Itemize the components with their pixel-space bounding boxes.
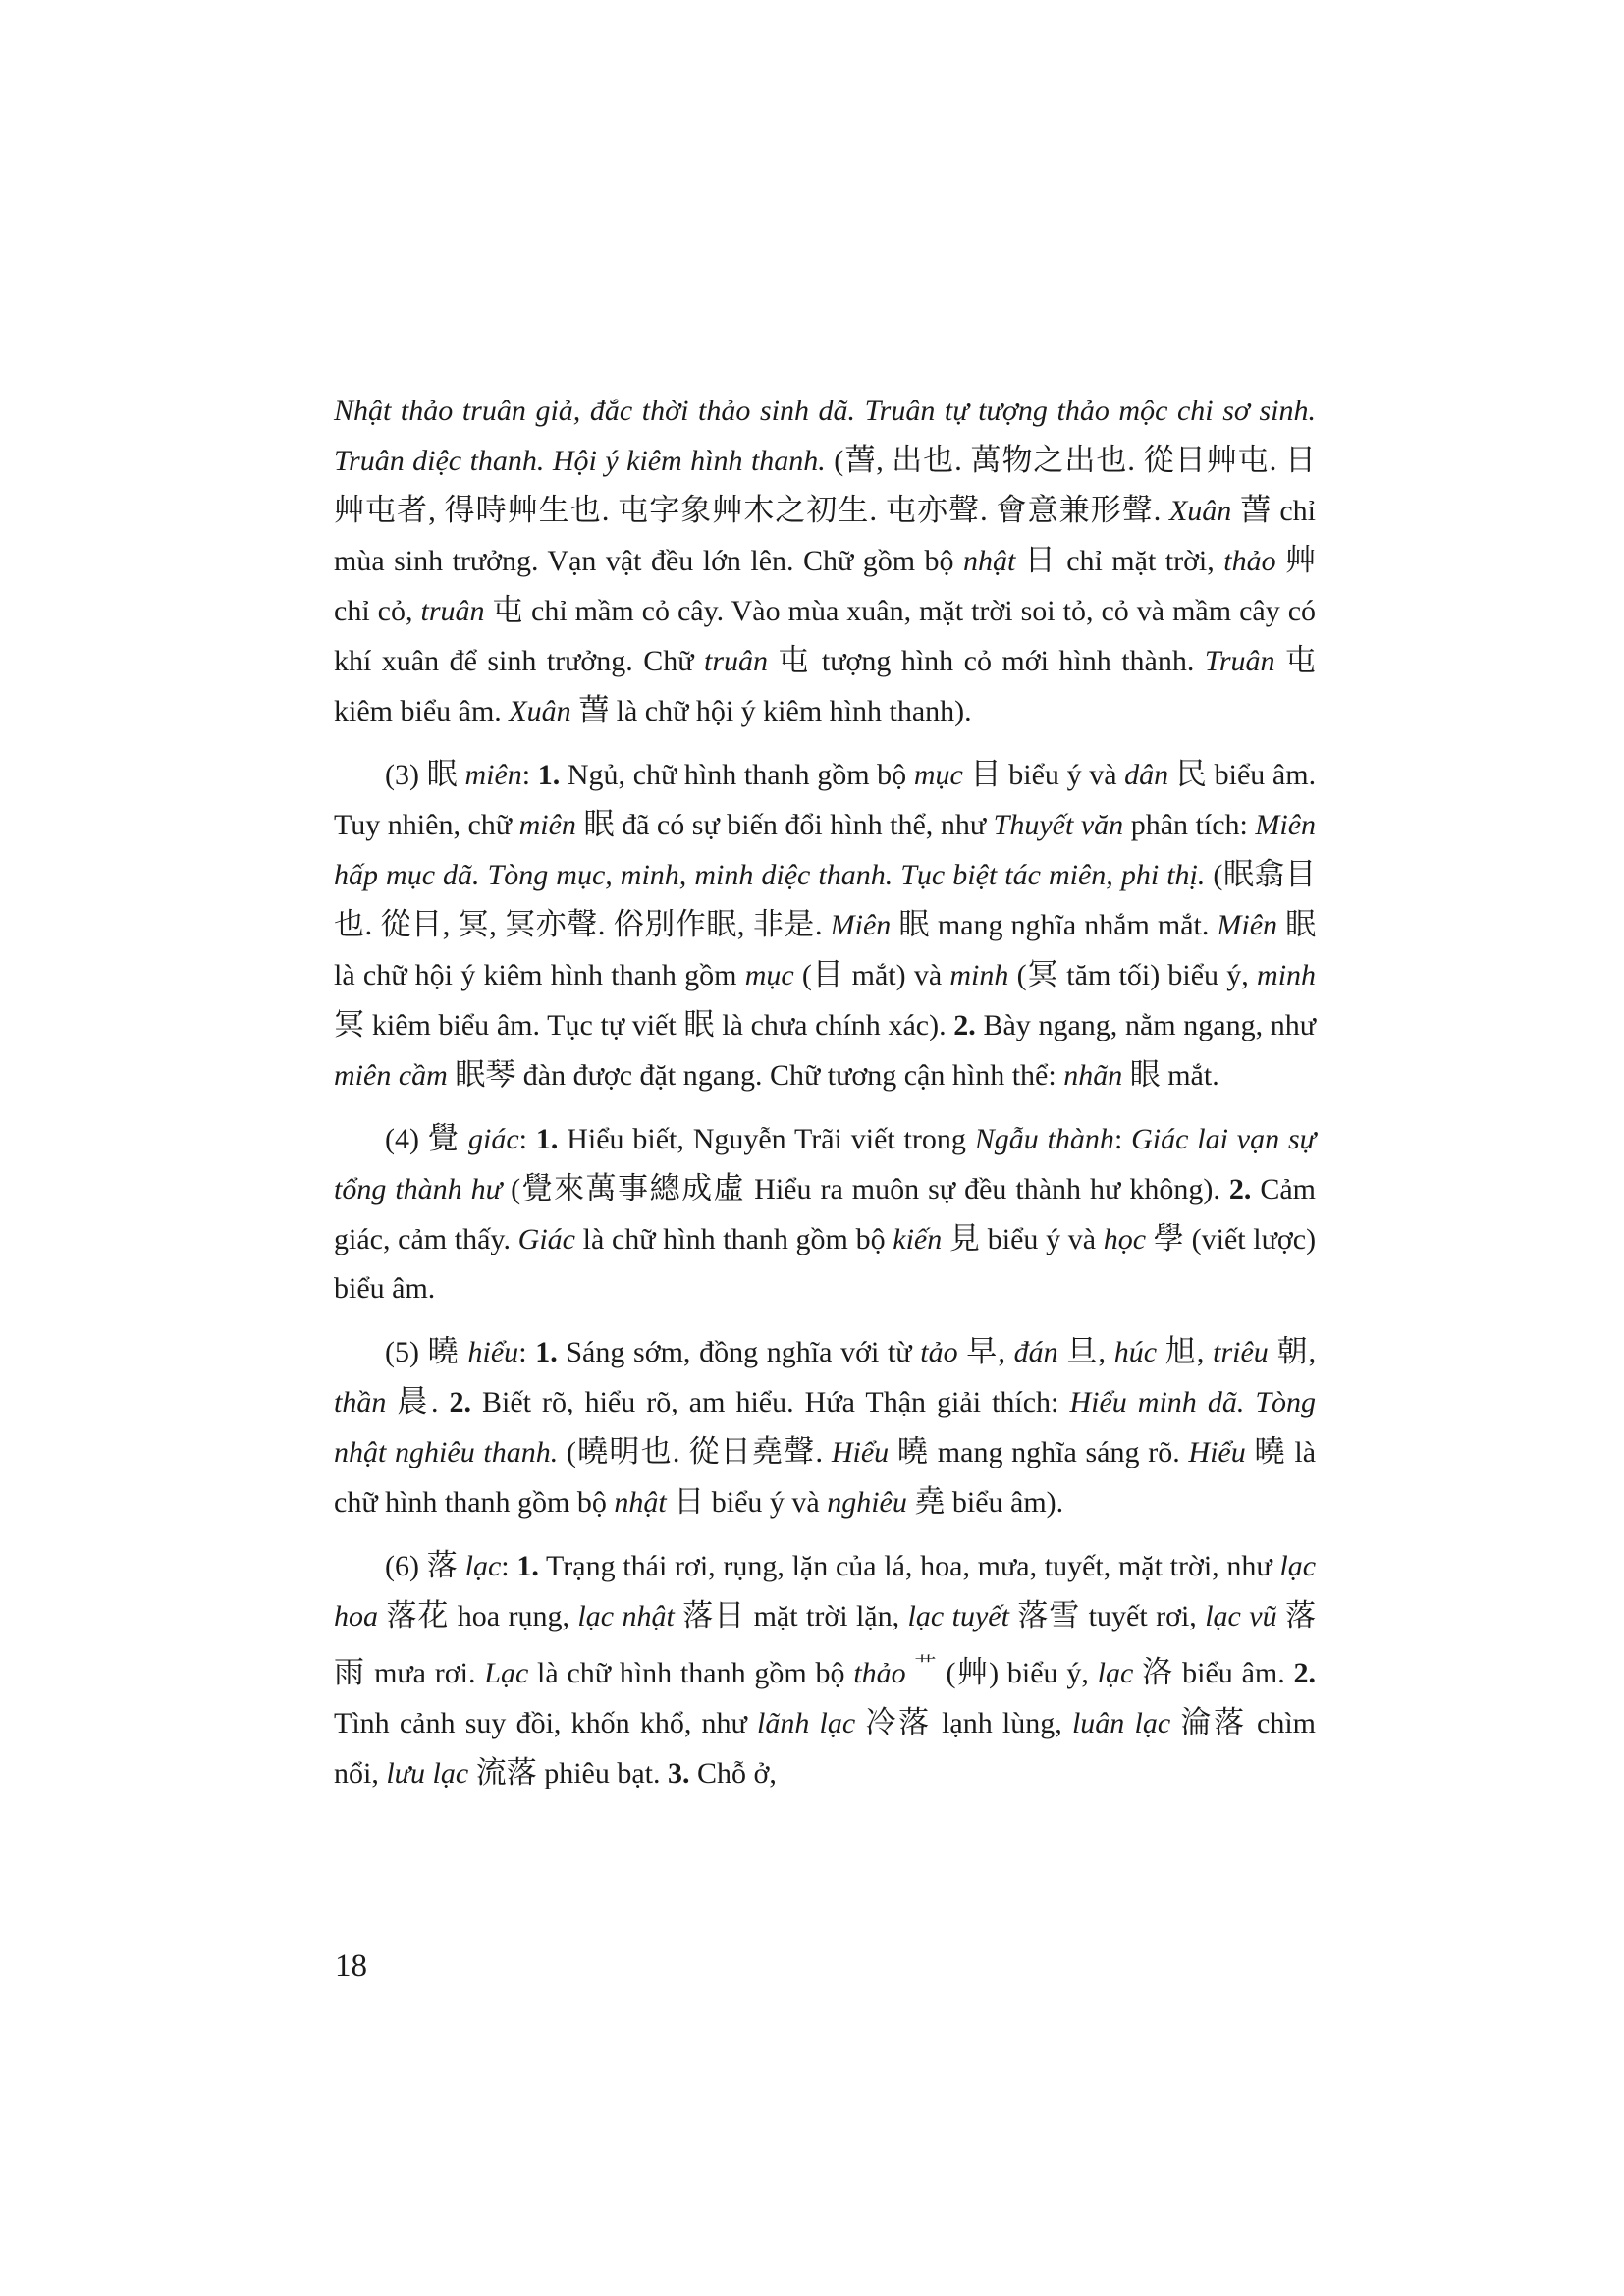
text-run: 1. xyxy=(535,1123,559,1155)
text-run: mắt) và xyxy=(843,959,950,991)
text-run: 眠 xyxy=(1285,907,1317,941)
text-run: 2. xyxy=(1228,1173,1252,1205)
text-run: mang nghĩa nhắm mắt. xyxy=(929,909,1218,941)
text-run: đán xyxy=(1013,1336,1058,1368)
text-run: 冥 xyxy=(334,1007,365,1041)
text-run xyxy=(1161,495,1169,527)
text-run: miên xyxy=(518,809,576,841)
text-run: 落雨 xyxy=(334,1598,1317,1689)
text-run: triêu xyxy=(1213,1336,1269,1368)
text-run xyxy=(1015,545,1024,577)
text-run xyxy=(571,695,579,727)
text-run: là chữ hình thanh gồm bộ xyxy=(528,1657,854,1689)
text-run: 1. xyxy=(535,1336,558,1368)
text-run: Thuyết văn xyxy=(993,809,1124,841)
text-run: 朝 xyxy=(1276,1334,1309,1368)
text-run xyxy=(460,1336,468,1368)
text-run: là chữ hội ý kiêm hình thanh gồm xyxy=(334,959,745,991)
text-run: 日 xyxy=(1024,543,1057,577)
text-run: biểu âm. Tuy nhiên, chữ xyxy=(334,759,1317,841)
text-run: , xyxy=(876,445,893,477)
text-run xyxy=(1277,1600,1285,1632)
text-run: đã có sự biến đổi hình thể, như xyxy=(614,809,994,841)
text-run: : xyxy=(501,1550,517,1582)
text-run: Hiểu xyxy=(1188,1436,1246,1468)
text-run: 萅 xyxy=(843,443,877,477)
text-run xyxy=(468,1757,476,1789)
text-run: lưu lạc xyxy=(386,1757,469,1789)
text-run: lạc xyxy=(464,1550,502,1582)
text-run: ( xyxy=(834,445,844,477)
text-run: Lạc xyxy=(484,1657,529,1689)
text-run: ( xyxy=(558,1436,576,1468)
text-run: Bày ngang, nằm ngang, như xyxy=(975,1009,1317,1041)
text-run xyxy=(458,1550,465,1582)
text-run: ( xyxy=(937,1657,956,1689)
text-run xyxy=(485,595,493,627)
text-run: Tình cảnh suy đồi, khốn khổ, như xyxy=(334,1707,758,1739)
text-run: 眼 xyxy=(1129,1057,1161,1092)
text-run: 曉 xyxy=(896,1434,930,1468)
text-run: Hiểu minh dã. Tòng nhật nghiêu thanh. xyxy=(334,1386,1317,1468)
text-run xyxy=(460,1123,468,1155)
text-run: , xyxy=(1196,1336,1214,1368)
text-run: lạc hoa xyxy=(334,1550,1317,1632)
paragraph-3-mien xyxy=(334,750,1316,1100)
text-run: mục xyxy=(913,759,963,791)
text-run: . xyxy=(430,1386,450,1418)
text-run xyxy=(958,1336,967,1368)
text-run: lạc xyxy=(1097,1657,1134,1689)
text-run: 萅 xyxy=(1239,493,1272,527)
text-run xyxy=(1277,909,1285,941)
text-run: biểu ý và xyxy=(1001,759,1125,791)
text-run: 1. xyxy=(537,759,561,791)
text-run: là chưa chính xác). xyxy=(714,1009,954,1041)
text-run: 冷落 xyxy=(865,1705,932,1739)
text-run: mưa rơi. xyxy=(365,1657,485,1689)
text-run: Miên xyxy=(1217,909,1278,941)
text-run: 旭 xyxy=(1164,1334,1197,1368)
text-run xyxy=(855,1707,865,1739)
text-run: Xuân xyxy=(1168,495,1232,527)
text-run: 洛 xyxy=(1142,1655,1174,1689)
text-run: tăm tối) biểu ý, xyxy=(1058,959,1258,991)
text-run: truân xyxy=(703,645,768,677)
text-run: luân lạc xyxy=(1071,1707,1171,1739)
text-run: Ngủ, chữ hình thanh gồm bộ xyxy=(560,759,914,791)
text-run: biểu ý và xyxy=(704,1486,828,1519)
text-run: mặt trời lặn, xyxy=(745,1600,908,1632)
text-run: 眠 xyxy=(683,1007,715,1041)
text-run: 落日 xyxy=(682,1598,746,1632)
text-run: miên xyxy=(464,759,522,791)
text-run xyxy=(1146,1223,1154,1255)
text-run: 屯 xyxy=(1285,643,1317,677)
text-run: lạc vũ xyxy=(1205,1600,1277,1632)
text-run: phân tích: xyxy=(1123,809,1256,841)
text-run: minh xyxy=(949,959,1009,991)
text-run: (5) xyxy=(385,1336,428,1368)
text-run: : xyxy=(521,759,538,791)
text-run: kiêm biểu âm. xyxy=(334,695,510,727)
text-run: ( xyxy=(1205,859,1223,891)
text-run: 艸 xyxy=(1285,543,1317,577)
text-run: 2. xyxy=(953,1009,976,1041)
text-run: 曉明也. 從日堯聲. xyxy=(575,1434,824,1468)
text-run: 見 xyxy=(948,1221,981,1255)
text-run: Giác xyxy=(517,1223,575,1255)
text-run xyxy=(1168,759,1176,791)
text-run xyxy=(823,1436,832,1468)
text-run xyxy=(1133,1657,1142,1689)
text-run xyxy=(1276,545,1285,577)
text-run: Nhật thảo truân giả, đắc thời thảo sinh dã. Truân tự tượng thảo mộc chi sơ sinh. Truân diệc thanh. Hội ý kiêm hình thanh. xyxy=(334,395,1316,477)
text-run: lãnh lạc xyxy=(757,1707,856,1739)
text-run: Truân xyxy=(1204,645,1275,677)
page-number: 18 xyxy=(335,1949,367,1984)
text-run: 淪落 xyxy=(1180,1705,1247,1739)
text-run: 流落 xyxy=(475,1755,537,1789)
text-run: 眠琴 xyxy=(455,1057,516,1092)
text-run: 晨 xyxy=(397,1384,431,1418)
text-run: : xyxy=(518,1336,536,1368)
text-run: tảo xyxy=(920,1336,958,1368)
text-run: kiêm biểu âm. Tục tự viết xyxy=(364,1009,684,1041)
text-run: thần xyxy=(334,1386,387,1418)
text-run: lạc nhật xyxy=(577,1600,675,1632)
text-run: ( xyxy=(793,959,812,991)
text-run: 目 xyxy=(811,957,844,991)
text-run: là chữ hình thanh gồm bộ xyxy=(574,1223,893,1255)
text-run: mục xyxy=(744,959,794,991)
text-run: học xyxy=(1103,1223,1147,1255)
text-run: là chữ hình thanh gồm bộ xyxy=(334,1436,1317,1519)
text-run xyxy=(1231,495,1240,527)
text-run: miên cầm xyxy=(334,1059,448,1092)
text-run xyxy=(1170,1707,1180,1739)
text-run: 日 xyxy=(674,1484,705,1519)
text-run xyxy=(1157,1336,1165,1368)
text-run: 出也. 萬物之出也. 從日艸屯. 日艸屯者, 得時艸生也. 屯字象艸木之初生. 屯亦聲. 會意兼形聲. xyxy=(334,443,1317,527)
text-run xyxy=(1122,1059,1130,1092)
text-run: 屯 xyxy=(492,593,524,627)
text-run: , xyxy=(1308,1336,1317,1368)
text-run: giác xyxy=(468,1123,519,1155)
text-run: ( xyxy=(1008,959,1027,991)
text-run: 眠 xyxy=(898,907,930,941)
page-text-block xyxy=(334,387,1316,1798)
text-run: 萅 xyxy=(578,693,610,727)
text-run: 2. xyxy=(449,1386,471,1418)
text-run: Sáng sớm, đồng nghĩa với từ xyxy=(557,1336,921,1368)
text-run: mắt. xyxy=(1160,1059,1219,1092)
text-run: 學 xyxy=(1153,1221,1184,1255)
text-run: Ngẫu thành xyxy=(974,1123,1114,1155)
text-run: , xyxy=(998,1336,1014,1368)
text-run: minh xyxy=(1257,959,1317,991)
text-run: kiến xyxy=(893,1223,943,1255)
text-run: , xyxy=(1098,1336,1114,1368)
text-run: 眠 xyxy=(426,757,458,791)
text-run: húc xyxy=(1113,1336,1158,1368)
text-run: ) biểu ý, xyxy=(989,1657,1098,1689)
text-run: 目 xyxy=(970,757,1001,791)
text-run: : xyxy=(518,1123,536,1155)
text-run: chỉ mùa sinh trưởng. Vạn vật đều lớn lên. Chữ gồm bộ xyxy=(334,495,1317,577)
text-run: Hiểu ra muôn sự đều thành hư không). xyxy=(745,1173,1229,1205)
text-run: Cảm giác, cảm thấy. xyxy=(334,1173,1316,1255)
text-run: thảo xyxy=(1223,545,1276,577)
text-run: truân xyxy=(420,595,485,627)
paragraph-6-lac xyxy=(334,1541,1316,1798)
text-run: 3. xyxy=(668,1757,690,1789)
text-run: 1. xyxy=(516,1550,539,1582)
text-run: 曉 xyxy=(427,1334,460,1368)
text-run: 旦 xyxy=(1066,1334,1099,1368)
text-run: phiêu bạt. xyxy=(536,1757,669,1789)
text-run xyxy=(823,909,831,941)
text-run: nhãn xyxy=(1063,1059,1123,1092)
text-run: 屯 xyxy=(778,643,812,677)
text-run: hiểu xyxy=(467,1336,519,1368)
text-run: 落 xyxy=(426,1548,458,1582)
text-run: Hiểu biết, Nguyễn Trãi viết trong xyxy=(558,1123,975,1155)
text-run: hoa rụng, xyxy=(449,1600,578,1632)
text-run: 曉 xyxy=(1254,1434,1286,1468)
text-run: 眠 xyxy=(583,807,615,841)
paragraph-4-giac xyxy=(334,1114,1316,1313)
text-run: tượng hình cỏ mới hình thành. xyxy=(811,645,1205,677)
text-run: Chỗ ở, xyxy=(689,1757,777,1789)
text-run: (4) xyxy=(385,1123,428,1155)
text-run: chỉ mặt trời, xyxy=(1056,545,1224,577)
text-run: 艹 xyxy=(914,1653,938,1678)
text-run: lạnh lùng, xyxy=(931,1707,1072,1739)
text-run: mang nghĩa sáng rõ. xyxy=(929,1436,1189,1468)
text-run: : xyxy=(1113,1123,1132,1155)
text-run: ( xyxy=(502,1173,521,1205)
text-run: Biết rõ, hiểu rõ, am hiểu. Hứa Thận giải thích: xyxy=(470,1386,1070,1418)
text-run: 覺來萬事總成虛 xyxy=(520,1171,746,1205)
text-run: chìm nổi, xyxy=(334,1707,1317,1789)
text-run: Trạng thái rơi, rụng, lặn của lá, hoa, mưa, tuyết, mặt trời, như xyxy=(538,1550,1280,1582)
text-run: 落花 xyxy=(386,1598,450,1632)
text-run xyxy=(942,1223,949,1255)
text-run: 2. xyxy=(1293,1657,1317,1689)
text-run xyxy=(768,645,778,677)
text-run: 堯 xyxy=(914,1484,946,1519)
text-run: Miên xyxy=(830,909,892,941)
text-run: tuyết rơi, xyxy=(1080,1600,1206,1632)
text-run: chỉ mầm cỏ cây. Vào mùa xuân, mặt trời soi tỏ, cỏ và mầm cây có khí xuân để sinh trưởng. Chữ xyxy=(334,595,1317,677)
text-run: nghiêu xyxy=(827,1486,907,1519)
text-run: biểu âm. xyxy=(1173,1657,1294,1689)
text-run: 冥 xyxy=(1026,957,1059,991)
text-run: 落雪 xyxy=(1017,1598,1081,1632)
text-run: Giác lai vạn sự tổng thành hư xyxy=(334,1123,1316,1205)
text-run: 民 xyxy=(1175,757,1207,791)
text-run: 艸 xyxy=(955,1655,990,1689)
text-run: 覺 xyxy=(427,1121,460,1155)
text-run: đàn được đặt ngang. Chữ tương cận hình thể: xyxy=(515,1059,1064,1092)
text-run: Xuân xyxy=(509,695,571,727)
text-run: Hiểu xyxy=(831,1436,890,1468)
text-run: thảo xyxy=(853,1657,906,1689)
text-run: 早 xyxy=(966,1334,999,1368)
text-run: nhật xyxy=(962,545,1016,577)
text-run: nhật xyxy=(614,1486,667,1519)
text-run: dân xyxy=(1124,759,1169,791)
paragraph-5-hieu xyxy=(334,1327,1316,1527)
text-run: chỉ cỏ, xyxy=(334,595,421,627)
text-run: (viết lược) biểu âm. xyxy=(334,1223,1317,1305)
text-run xyxy=(386,1386,397,1418)
text-run xyxy=(889,1436,897,1468)
text-run: biểu ý và xyxy=(980,1223,1104,1255)
text-run: (6) xyxy=(385,1550,427,1582)
text-run: Miên hấp mục dã. Tòng mục, minh, minh diệc thanh. Tục biệt tác miên, phi thị. xyxy=(334,809,1317,891)
paragraph-xuan-continuation xyxy=(334,387,1316,736)
text-run: biểu âm). xyxy=(945,1486,1064,1519)
text-run: lạc tuyết xyxy=(907,1600,1009,1632)
text-run xyxy=(1275,645,1285,677)
text-run: 眠翕目也. 從目, 冥, 冥亦聲. 俗別作眠, 非是. xyxy=(334,857,1317,941)
text-run: là chữ hội ý kiêm hình thanh). xyxy=(609,695,972,727)
text-run: (3) xyxy=(385,759,427,791)
